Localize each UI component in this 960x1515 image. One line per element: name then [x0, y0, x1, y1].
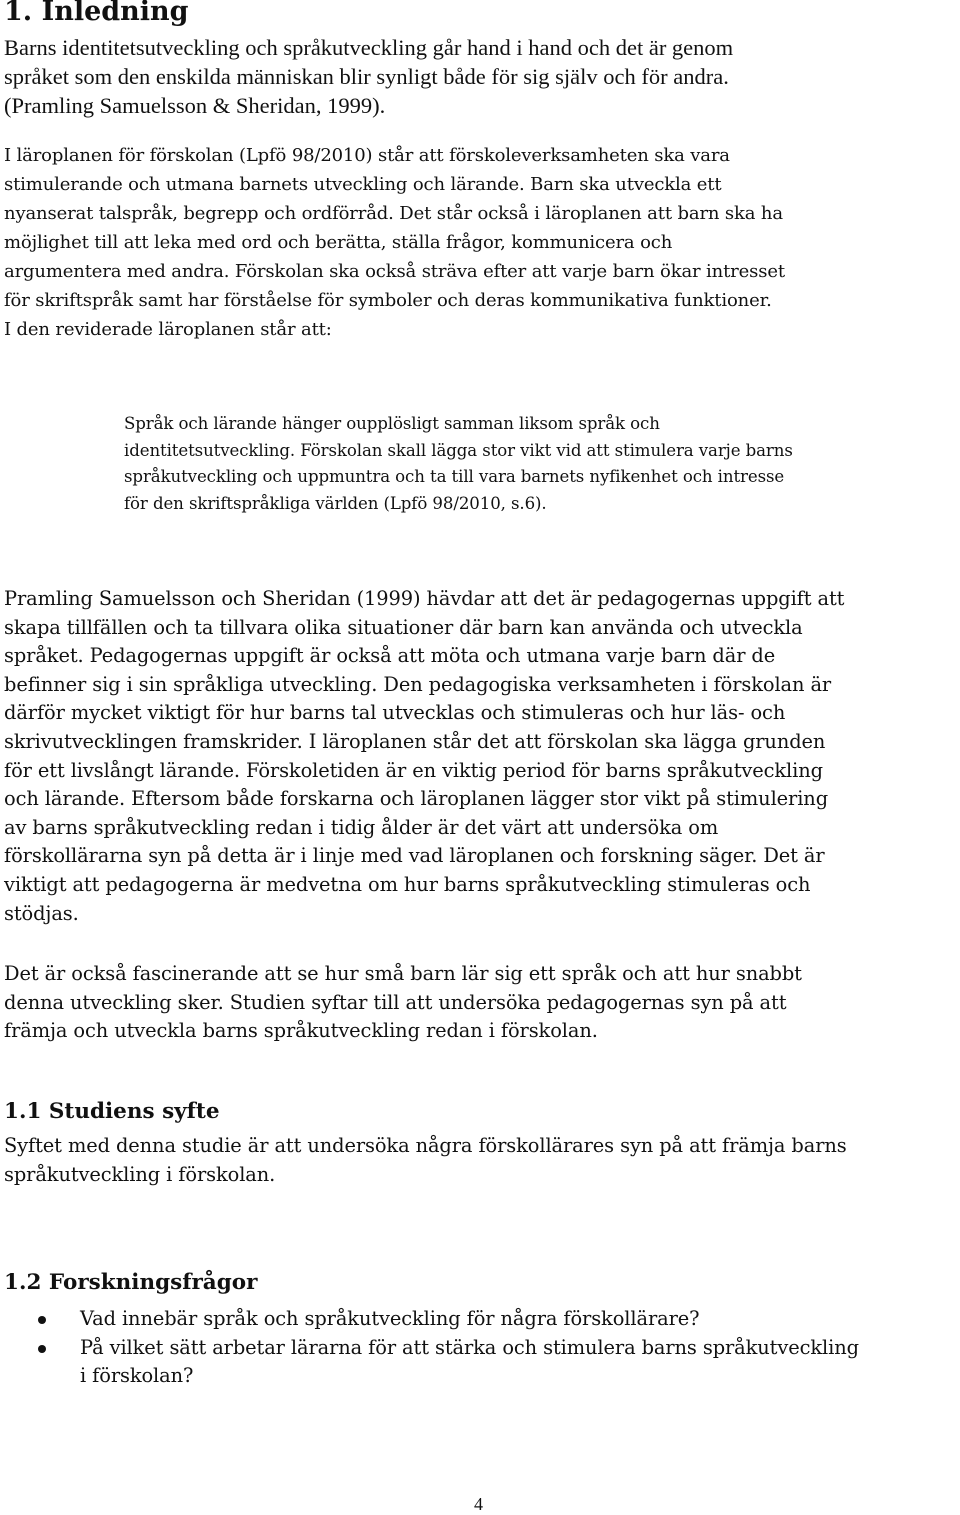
- text-line: Syftet med denna studie är att undersöka några förskollärares syn på att främja barns: [4, 1134, 847, 1157]
- pramling-paragraph: [4, 585, 844, 928]
- page-number: 4: [474, 1494, 483, 1514]
- text-line: (Pramling Samuelsson & Sheridan, 1999).: [4, 93, 386, 118]
- text-line: argumentera med andra. Förskolan ska också sträva efter att varje barn ökar intresset: [4, 261, 785, 282]
- text-line: I läroplanen för förskolan (Lpfö 98/2010) står att förskoleverksamheten ska vara: [4, 145, 730, 166]
- intro-paragraph: [4, 33, 733, 120]
- quote-line: för den skriftspråkliga världen (Lpfö 98/2010, s.6).: [124, 493, 547, 513]
- text-line: skrivutvecklingen framskrider. I läroplanen står det att förskolan ska lägga grunden: [4, 729, 826, 753]
- text-line: för ett livslångt lärande. Förskoletiden är en viktig period för barns språkutveckling: [4, 758, 823, 782]
- block-quote: [124, 411, 793, 517]
- text-line: nyanserat talspråk, begrepp och ordförråd. Det står också i läroplanen att barn ska ha: [4, 203, 783, 224]
- text-line: språkutveckling i förskolan.: [4, 1162, 276, 1186]
- bullet-icon: [38, 1345, 46, 1353]
- text-line: denna utveckling sker. Studien syftar till att undersöka pedagogernas syn på att: [4, 990, 787, 1014]
- text-line: och lärande. Eftersom både forskarna och läroplanen lägger stor vikt på stimulering: [4, 787, 829, 811]
- list-item: [0, 1334, 859, 1391]
- text-line: för skriftspråk samt har förståelse för symboler och deras kommunikativa funktioner.: [4, 290, 772, 311]
- quote-line: identitetsutveckling. Förskolan skall lägga stor vikt vid att stimulera varje barns: [124, 440, 793, 460]
- heading-forskningsfragor: 1.2 Forskningsfrågor: [4, 1270, 258, 1295]
- syfte-paragraph: [4, 1132, 847, 1189]
- text-line: Barns identitetsutveckling och språkutveckling går hand i hand och det är genom: [4, 35, 734, 60]
- text-line: viktigt att pedagogerna är medvetna om hur barns språkutveckling stimuleras och: [4, 872, 811, 896]
- question-line: Vad innebär språk och språkutveckling för några förskollärare?: [80, 1307, 700, 1330]
- text-line: skapa tillfällen och ta tillvara olika situationer där barn kan använda och utveckla: [4, 615, 803, 639]
- bullet-icon: [38, 1316, 46, 1324]
- text-line: därför mycket viktigt för hur barns tal utvecklas och stimuleras och hur läs- och: [4, 701, 786, 725]
- text-line: främja och utveckla barns språkutveckling redan i förskolan.: [4, 1019, 598, 1043]
- lpfo-paragraph: [4, 141, 785, 344]
- heading-studiens-syfte: 1.1 Studiens syfte: [4, 1099, 220, 1124]
- text-line: av barns språkutveckling redan i tidig ålder är det värt att undersöka om: [4, 815, 719, 839]
- text-line: möjlighet till att leka med ord och berätta, ställa frågor, kommunicera och: [4, 232, 673, 253]
- text-line: språket som den enskilda människan blir synligt både för sig själv och för andra.: [4, 64, 729, 89]
- text-line: Pramling Samuelsson och Sheridan (1999) hävdar att det är pedagogernas uppgift att: [4, 587, 845, 610]
- text-line: stimulerande och utmana barnets utveckling och lärande. Barn ska utveckla ett: [4, 174, 722, 195]
- quote-line: Språk och lärande hänger oupplösligt samman liksom språk och: [124, 414, 660, 433]
- text-line: befinner sig i sin språkliga utveckling. Den pedagogiska verksamheten i förskolan är: [4, 672, 832, 696]
- list-item: [0, 1305, 859, 1334]
- text-line: Det är också fascinerande att se hur små barn lär sig ett språk och att hur snabbt: [4, 962, 802, 985]
- quote-line: språkutveckling och uppmuntra och ta till vara barnets nyfikenhet och intresse: [124, 467, 785, 487]
- text-line: stödjas.: [4, 901, 79, 925]
- text-line: I den reviderade läroplanen står att:: [4, 319, 332, 340]
- question-line: i förskolan?: [80, 1364, 194, 1387]
- research-questions-list: [0, 1305, 859, 1391]
- heading-inledning: 1. Inledning: [4, 0, 189, 27]
- text-line: förskollärarna syn på detta är i linje med vad läroplanen och forskning säger. Det är: [4, 844, 825, 868]
- question-line: På vilket sätt arbetar lärarna för att stärka och stimulera barns språkutveckling: [80, 1335, 859, 1359]
- text-line: språket. Pedagogernas uppgift är också att möta och utmana varje barn där de: [4, 644, 776, 668]
- fascinating-paragraph: [4, 960, 802, 1046]
